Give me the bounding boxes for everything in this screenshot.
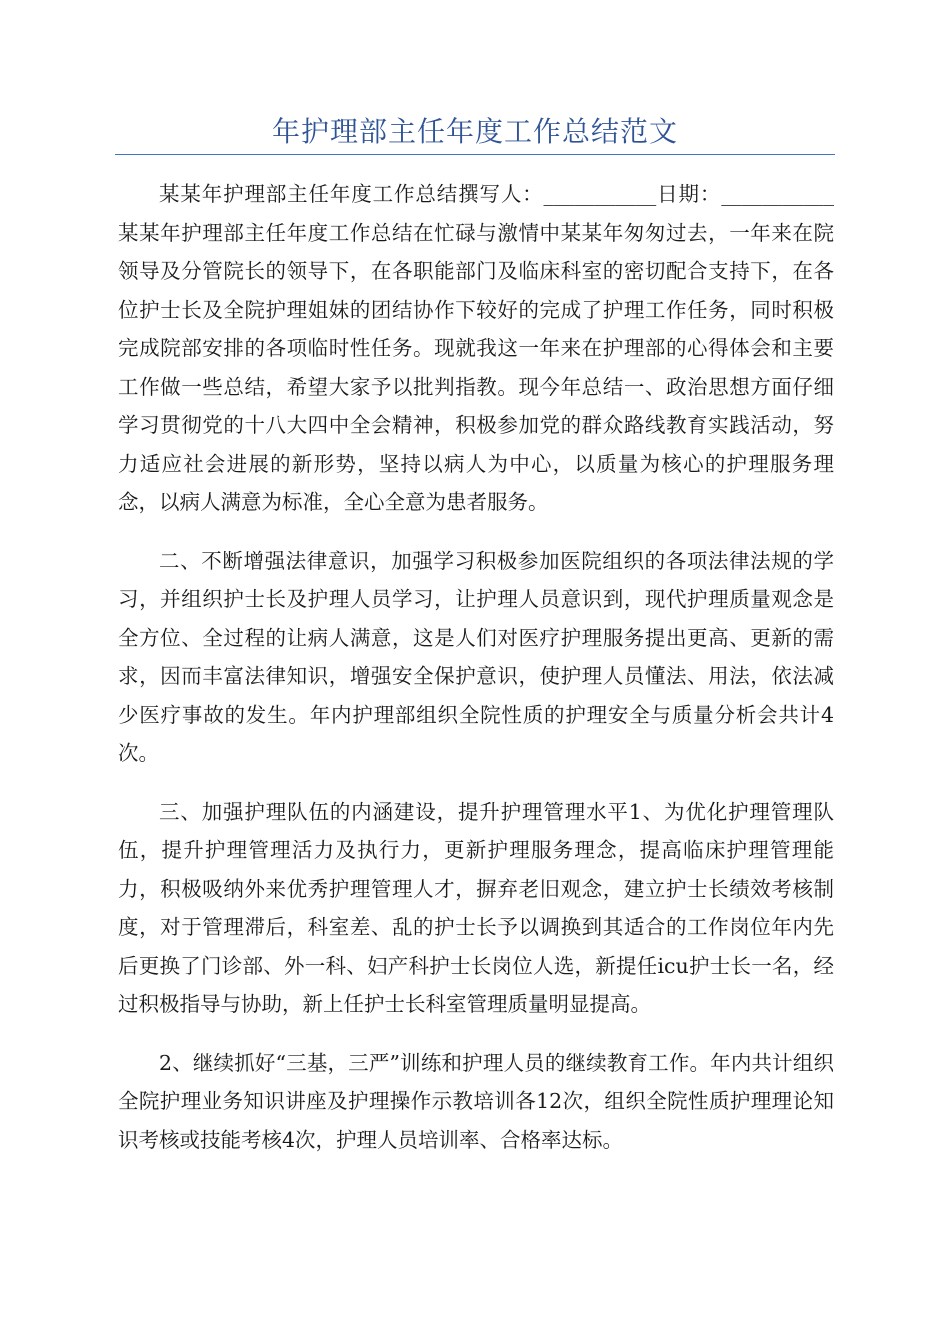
document-body xyxy=(118,175,834,1179)
paragraph-4: 2、继续抓好“三基，三严”训练和护理人员的继续教育工作。年内共计组织全院护理业务知识讲座及护理操作示教培训各12次，组织全院性质护理理论知识考核或技能考核4次，护理人员培训率、合格率达标。 xyxy=(118,1050,834,1152)
paragraph-2: 二、不断增强法律意识，加强学习积极参加医院组织的各项法律法规的学习，并组织护士长及护理人员学习，让护理人员意识到，现代护理质量观念是全方位、全过程的让病人满意，这是人们对医疗护理服务提出更高、更新的需求，因而丰富法律知识，增强安全保护意识，使护理人员懂法、用法，依法减少医疗事故的发生。年内护理部组织全院性质的护理安全与质量分析会共计4次。 xyxy=(118,548,834,765)
paragraph-3: 三、加强护理队伍的内涵建设，提升护理管理水平1、为优化护理管理队伍，提升护理管理活力及执行力，更新护理服务理念，提高临床护理管理能力，积极吸纳外来优秀护理管理人才，摒弃老旧观念，建立护士长绩效考核制度，对于管理滞后，科室差、乱的护士长予以调换到其适合的工作岗位年内先后更换了门诊部、外一科、妇产科护士长岗位人选，新提任icu护士长一名，经过积极指导与协助，新上任护士长科室管理质量明显提高。 xyxy=(118,799,834,1016)
paragraph-1: 某某年护理部主任年度工作总结撰写人：___________日期：___________某某年护理部主任年度工作总结在忙碌与激情中某某年匆匆过去，一年来在院领导及分管院长的领导下，在各职能部门及临床科室的密切配合支持下，在各位护士长及全院护理姐妹的团结协作下较好的完成了护理工作任务，同时积极完成院部安排的各项临时性任务。现就我这一年来在护理部的心得体会和主要工作做一些总结，希望大家予以批判指教。现今年总结一、政治思想方面仔细学习贯彻党的十八大四中全会精神，积极参加党的群众路线教育实践活动，努力适应社会进展的新形势，坚持以病人为中心，以质量为核心的护理服务理念，以病人满意为标准，全心全意为患者服务。 xyxy=(118,182,834,514)
title-underline xyxy=(115,154,835,155)
document-title: 年护理部主任年度工作总结范文 xyxy=(271,115,678,148)
